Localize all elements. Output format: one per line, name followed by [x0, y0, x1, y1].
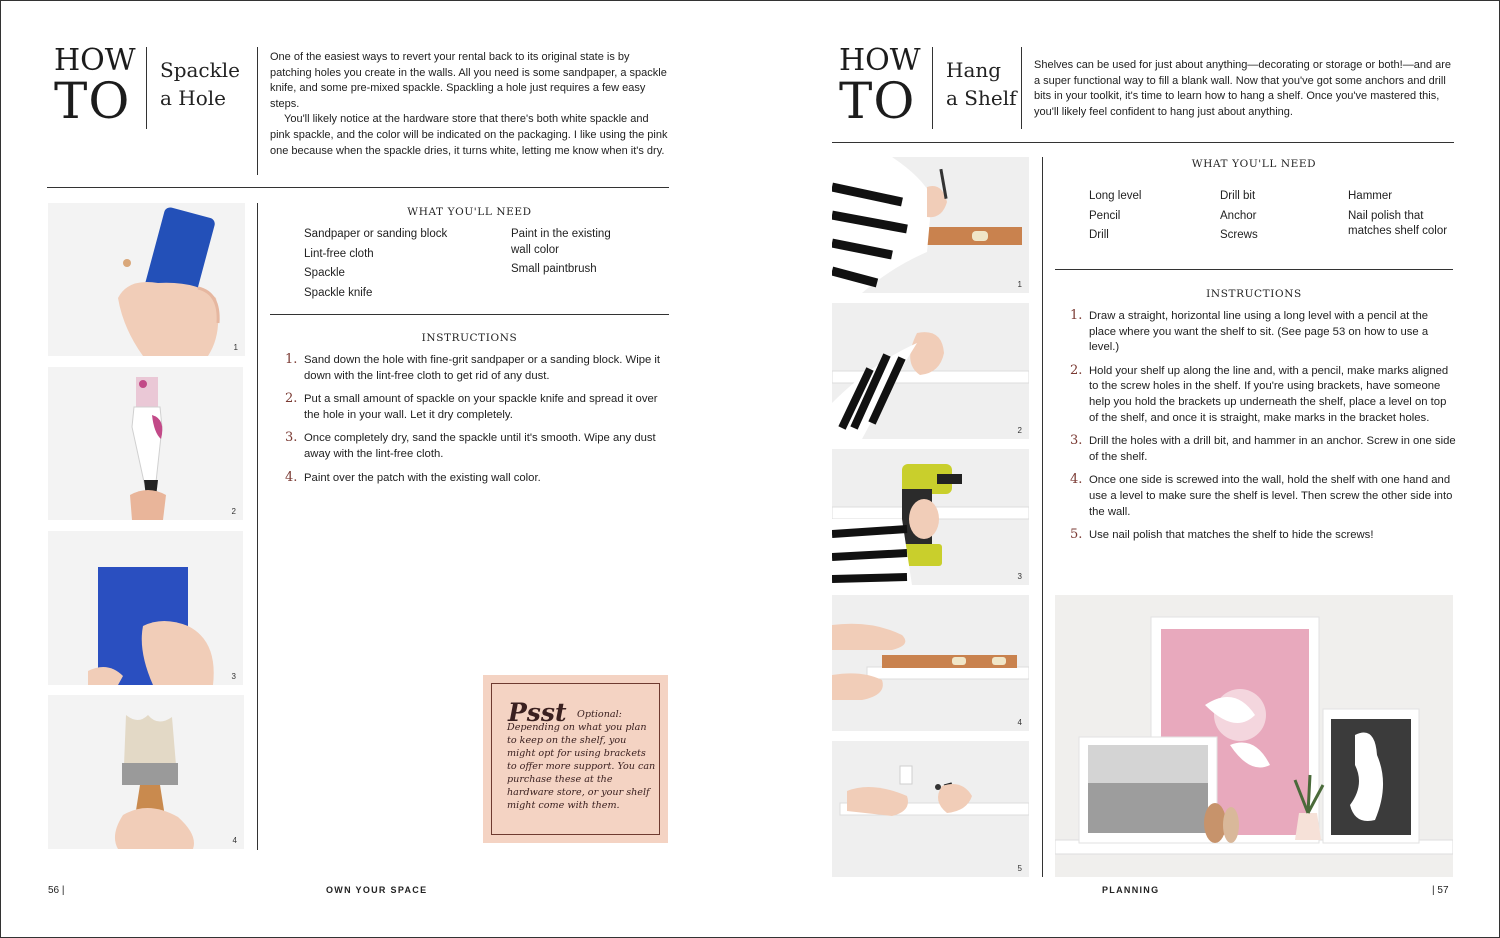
photo-number: 1 [1017, 280, 1022, 289]
header-rule-right [832, 142, 1454, 143]
list-item: Hammer [1348, 190, 1393, 202]
list-item: Long level [1089, 190, 1142, 202]
shelf-art-photo [1055, 595, 1453, 877]
step-photo-3 [48, 531, 243, 685]
intro-text-right: Shelves can be used for just about anything—decorating or storage or both!—and are a super functional way to fill a blank wall. Now that you've got some anchors and drill bits in your toolkit, it's time to learn how to hang a shelf. Once you've mastered this, you'll likely feel confident to hang just about anything. [1034, 59, 1452, 118]
how-to-heading-right: HOW TO [839, 43, 921, 130]
list-item: 3. Once completely dry, sand the spackle until it's smooth. Wipe any dust away with the lint-free cloth. [285, 430, 656, 460]
shelf-level-photo [832, 595, 1029, 731]
drill-photo [832, 449, 1029, 585]
step-photo-4 [832, 595, 1029, 731]
list-item: Drill bit [1220, 190, 1256, 202]
needs-list-left-col1 [304, 227, 494, 305]
topic-title-left: Spackle a Hole [160, 58, 240, 110]
list-item: 1. Sand down the hole with fine-grit sandpaper or a sanding block. Wipe it down with the lint-free cloth to get rid of any dust. [285, 352, 661, 382]
photo-number: 5 [1017, 864, 1022, 873]
list-item: 5. Use nail polish that matches the shelf to hide the screws! [1070, 527, 1374, 543]
psst-callout [483, 675, 668, 843]
list-item: Paint in the existing wall color [511, 228, 611, 256]
page-number-left: 56 | [48, 885, 65, 896]
photo-number: 2 [1017, 426, 1022, 435]
page-number-right: | 57 [1432, 885, 1449, 896]
list-item: 1. Draw a straight, horizontal line using a long level with a pencil at the place where you want the shelf to sit. (See page 53 on how to use a level.) [1070, 308, 1429, 354]
instructions-heading-right: INSTRUCTIONS [1206, 288, 1302, 300]
step-photo-1 [832, 157, 1029, 293]
running-head-left: OWN YOUR SPACE [326, 885, 428, 895]
spackle-knife-photo [48, 367, 243, 520]
photo-number: 3 [1017, 572, 1022, 581]
needs-list-right-col2 [1220, 189, 1330, 248]
list-item: 4. Paint over the patch with the existing wall color. [285, 469, 541, 485]
list-item: Pencil [1089, 209, 1121, 222]
list-item: 2. Put a small amount of spackle on your spackle knife and spread it over the hole in your wall. Let it dry completely. [285, 391, 658, 421]
column-divider-left [257, 203, 258, 850]
psst-title: Psst [508, 698, 567, 727]
list-item: Nail polish that matches shelf color [1348, 209, 1448, 237]
step-photo-4 [48, 695, 244, 849]
step-photo-3 [832, 449, 1029, 585]
list-item: 3. Drill the holes with a drill bit, and hammer in an anchor. Screw in one side of the shelf. [1070, 433, 1456, 463]
photo-number: 1 [233, 343, 238, 352]
list-item: Anchor [1220, 209, 1257, 222]
instructions-list-right [1070, 309, 1456, 552]
list-item: 2. Hold your shelf up along the line and, with a pencil, make marks aligned to the screw holes in the shelf. If you're using brackets, have someone help you hold the brackets up underneath the shelf, place a level on top of the shelf, and once it is straight, make marks in the bracket holes. [1070, 362, 1449, 424]
finished-shelf-photo [1055, 595, 1453, 877]
intro-divider-left [257, 47, 258, 175]
intro-text-left: One of the easiest ways to revert your rental back to its original state is by patching holes you create in the walls. All you need is some sandpaper, a spackle knife, and some pre-mixed spackle. Spackling a hole just requires a few easy steps. You'll likely notice at the hardware store that there's both white spackle and pink spackle, and the color will be indicated on the packaging. I like using the pink one because when the spackle dries, it turns white, letting me know when it's dry. [270, 51, 668, 157]
step-photo-2 [832, 303, 1029, 439]
list-item: Spackle knife [304, 286, 373, 299]
photo-number: 3 [231, 672, 236, 681]
list-item: Screws [1220, 229, 1258, 241]
needs-rule-right [1055, 269, 1453, 270]
list-item: 4. Once one side is screwed into the wall, hold the shelf with one hand and use a level to make sure the shelf is level. Then screw the other side into the wall. [1070, 472, 1453, 518]
list-item: Lint-free cloth [304, 247, 374, 260]
intro-divider-right [1021, 47, 1022, 129]
photo-number: 4 [232, 836, 237, 845]
instructions-list-left [285, 353, 663, 494]
step-photo-1 [48, 203, 245, 356]
step-photo-2 [48, 367, 243, 520]
psst-text: Optional: Depending on what you plan to keep on the shelf, you might opt for using brackets to offer more support. You can purchase these at the hardware store, or your shelf might come with them. [507, 709, 656, 811]
needs-rule-left [270, 314, 669, 315]
sanding-block-photo [48, 203, 245, 356]
list-item: Sandpaper or sanding block [304, 228, 448, 240]
instructions-heading-left: INSTRUCTIONS [421, 332, 518, 344]
needs-list-right-col1 [1089, 189, 1199, 248]
shelf-marking-photo [832, 303, 1029, 439]
running-head-right: PLANNING [1102, 885, 1160, 895]
photo-number: 4 [1017, 718, 1022, 727]
heading-divider-left [146, 47, 147, 129]
needs-heading-right: WHAT YOU'LL NEED [1191, 158, 1317, 170]
photo-number: 2 [231, 507, 236, 516]
list-item: Drill [1089, 229, 1109, 241]
list-item: Small paintbrush [511, 263, 597, 275]
topic-title-right: Hang a Shelf [946, 58, 1017, 110]
heading-divider-right [932, 47, 933, 129]
step-photo-5 [832, 741, 1029, 877]
list-item: Spackle [304, 267, 345, 279]
column-divider-right [1042, 157, 1043, 877]
needs-list-left-col2 [511, 227, 631, 282]
header-rule-left [47, 187, 669, 188]
how-to-heading-left: HOW TO [54, 43, 136, 130]
needs-list-right-col3 [1348, 189, 1458, 244]
needs-heading-left: WHAT YOU'LL NEED [407, 206, 532, 218]
nail-polish-photo [832, 741, 1029, 877]
paintbrush-photo [48, 695, 244, 849]
level-pencil-photo [832, 157, 1029, 293]
sanding-block-photo-2 [48, 531, 243, 685]
